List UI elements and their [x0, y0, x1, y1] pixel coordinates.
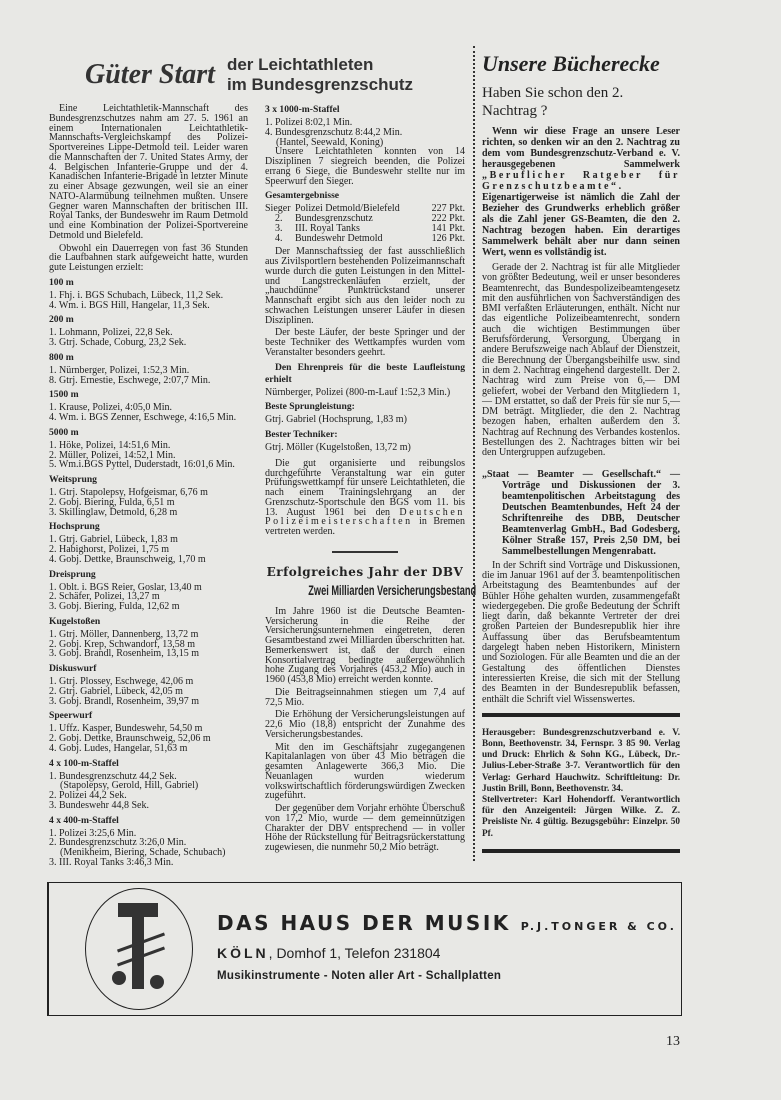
- event-heading: Diskuswurf: [49, 663, 97, 674]
- event-heading: 5000 m: [49, 426, 79, 438]
- bookcorner-subtitle: Haben Sie schon den 2. Nachtrag ?: [482, 85, 624, 119]
- result-line: 4. Wm. i. BGS Hill, Hangelar, 11,3 Sek.: [49, 299, 210, 311]
- ad-street: , Domhof 1, Telefon 231804: [268, 944, 441, 961]
- ad-city: KÖLN: [217, 944, 269, 961]
- result-line: 4. Gobj. Dettke, Braunschweig, 1,70 m: [49, 553, 206, 565]
- music-note-logo-icon: [85, 888, 193, 1010]
- lead-text: Wenn wir diese Frage an unsere Leser richten, so denken wir an den 2. Nachtrag zu dem vom Bundesgrenzschutz-Verband e. V. herausgegebenen Sammelwerk: [482, 126, 680, 170]
- result-line: 2. Gobj. Krep, Schwandorf, 13,58 m: [49, 638, 196, 650]
- result-line: 1. Nürnberger, Polizei, 1:52,3 Min.: [49, 364, 190, 376]
- honor-heading: Beste Sprungleistung:: [265, 401, 355, 413]
- points: 141 Pkt.: [431, 222, 465, 234]
- result-block: [49, 314, 248, 348]
- result-block: [49, 710, 248, 753]
- imprint-deputy: Stellvertreter: Karl Hohendorff. Verantwortlich für den Anzeigenteil: Jürgen Wilke. Z. Z. Preisliste Nr. 4 gültig. Bezugsgebühr: Einzelpr. 50 Pf.: [482, 794, 680, 838]
- ad-products: Musikinstrumente - Noten aller Art - Schallplatten: [217, 969, 502, 982]
- divider-bar: [482, 713, 680, 717]
- result-line: 3. Gobj. Brandl, Rosenheim, 13,15 m: [49, 648, 199, 660]
- dbv-paragraph: Mit den im Geschäftsjahr zugegangenen Kapitalanlagen von über 43 Mio betragen die gesamten Anlagewerte 366,3 Mio. Die Neuanlagen wurden wiederum volkswirtschaftlich förderungswürdigen Zwecken zugeführt.: [265, 741, 465, 802]
- team: Bundeswehr Detmold: [295, 232, 383, 244]
- article-title: [227, 55, 413, 95]
- main-content: [49, 46, 680, 868]
- article-columns: [49, 103, 477, 868]
- page-number: 13: [666, 1033, 680, 1049]
- dbv-paragraph: Die Erhöhung der Versicherungsleistungen auf 22,6 Mio (18,8) entspricht der Zunahme des Versicherungsbestandes.: [265, 709, 465, 740]
- result-line: 3. Gobj. Brandl, Rosenheim, 39,97 m: [49, 695, 199, 707]
- totals-table: [265, 204, 465, 243]
- team: Bundesgrenzschutz: [295, 213, 373, 224]
- result-block: [49, 616, 248, 659]
- ad-company: P.J.TONGER & CO.: [520, 919, 677, 933]
- result-block: [49, 277, 248, 311]
- totals-heading: Gesamtergebnisse: [265, 190, 340, 202]
- result-line: 1. Gtrj. Stapolepsy, Hofgeismar, 6,76 m: [49, 487, 208, 498]
- closing-paragraph: [265, 459, 465, 537]
- result-line: 2. Bundesgrenzschutz 3:26,0 Min.: [49, 837, 187, 849]
- points: 222 Pkt.: [431, 213, 465, 224]
- imprint-publisher: Herausgeber: Bundesgrenzschutzverband e. V. Bonn, Beethovenstr. 34, Fernspr. 3 85 90. Verlag und Druck: Ehrlich & Sohn KG., Lübeck, Dr.-Julius-Leber-Straße 3-7. Verantwortlich für den Verlag: Gerhard Hauchwitz. Schriftleitung: Dr. Justin Brill, Bonn, Beethovenstr. 34.: [482, 726, 680, 793]
- article-separator: [332, 551, 398, 553]
- result-line: 2. Gobj. Biering, Fulda, 6,51 m: [49, 496, 175, 508]
- result-line: 1. Polizei 8:02,1 Min.: [265, 117, 353, 128]
- review-paragraph: In der Schrift sind Vorträge und Diskussionen, die im Januar 1961 auf der 3. beamtenpolitischen Arbeitstagung des Beamtenbundes auf der Bühler Höhe gehalten wurden, zusammengefaßt wiedergegeben. Die große Bedeutung der Schrift liegt darin, daß bekannte Vertreter der drei großen Parteien der Bundesrepublik hier ihre Auffassung über das Berufsbeamtentum dargelegt haben neben Historikern, Ministern und Soziologen. Für alle Beamten und die an der Gestaltung des öffentlichen Dienstes interessierten Kreise, die sich mit der Stellung des Beamten in der Bundesrepublik befassen, enthält die Schrift viel Wissenswertes.: [482, 559, 680, 705]
- honor-heading: Den Ehrenpreis für die beste Laufleistung erhielt: [265, 361, 465, 385]
- article-header: [49, 46, 465, 104]
- result-line: 1. Gtrj. Plossey, Eschwege, 42,06 m: [49, 676, 194, 687]
- dbv-paragraph: Im Jahre 1960 ist die Deutsche Beamten-Versicherung in die Reihe der Versicherungsunternehmen eingetreten, deren Gesamtbestand zwei Milliarden überschritten hat. Bemerkenswert ist, daß der durch einen Konsortialvertrag bedingte außergewöhnlich hohe Zugang des Vorjahres (453,2 Mio) auch in 1960 (453,8 Mio) erreicht werden konnte.: [265, 605, 465, 685]
- event-heading: Kugelstoßen: [49, 615, 101, 627]
- result-block: [49, 427, 248, 470]
- winner-label: Sieger: [265, 203, 291, 215]
- honor-recipient: Nürnberger, Polizei (800-m-Lauf 1:52,3 Min.): [265, 386, 451, 398]
- result-line: 1. Gtrj. Gabriel, Lübeck, 1,83 m: [49, 534, 178, 546]
- result-line: 1. Krause, Polizei, 4:05,0 Min.: [49, 402, 173, 414]
- middle-column: [265, 104, 477, 856]
- result-block: [49, 352, 248, 386]
- ad-name-text: DAS HAUS DER MUSIK: [217, 910, 511, 935]
- closing-text-end: in Bremen vertreten werden.: [265, 516, 465, 537]
- team: Polizei Detmold/Bielefeld: [295, 203, 400, 215]
- result-line: (Menikheim, Biering, Schade, Schubach): [60, 847, 226, 858]
- event-heading: 800 m: [49, 351, 74, 363]
- summary-paragraph: Unsere Leichtathleten konnten von 14 Disziplinen 7 siegreich beenden, die Polizei errang 6 Siege, die Bundeswehr stellte nur im Speerwurf den Sieger.: [265, 146, 465, 187]
- event-heading: 200 m: [49, 314, 74, 326]
- result-line: 3. Gobj. Biering, Fulda, 12,62 m: [49, 601, 180, 612]
- dbv-article: [265, 564, 477, 853]
- result-line: (Hantel, Seewald, Koning): [276, 136, 384, 148]
- result-line: 4. Bundesgrenzschutz 8:44,2 Min.: [265, 126, 403, 138]
- title-line-2: im Bundesgrenzschutz: [226, 75, 414, 94]
- result-line: 1. Uffz. Kasper, Bundeswehr, 54,50 m: [49, 723, 203, 735]
- event-heading: 4 x 400-m-Staffel: [49, 814, 119, 826]
- result-line: 2. Schäfer, Polizei, 13,27 m: [49, 591, 160, 603]
- article-title-script: Güter Start: [85, 59, 215, 90]
- bookcorner-title: Unsere Bücherecke: [482, 51, 660, 76]
- result-line: 3. Skillinglaw, Detmold, 6,28 m: [49, 506, 178, 518]
- result-line: 2. Polizei 44,2 Sek.: [49, 790, 127, 801]
- result-line: 1. Oblt. i. BGS Reier, Goslar, 13,40 m: [49, 581, 202, 593]
- result-line: 8. Gtrj. Ernestie, Eschwege, 2:07,7 Min.: [49, 374, 211, 386]
- lead-paragraph: [482, 126, 680, 258]
- result-line: 4. Wm. i. BGS Zenner, Eschwege, 4:16,5 Min.: [49, 412, 237, 423]
- result-line: 2. Gtrj. Gabriel, Lübeck, 42,05 m: [49, 685, 183, 697]
- honor-recipient: Gtrj. Möller (Kugelstoßen, 13,72 m): [265, 442, 411, 453]
- closing-spaced-text: Deutschen Polizeimeisterschaften: [265, 506, 465, 528]
- result-line: 1. Bundesgrenzschutz 44,2 Sek.: [49, 770, 177, 782]
- result-line: 3. III. Royal Tanks 3:46,3 Min.: [49, 856, 174, 868]
- points: 126 Pkt.: [431, 232, 465, 244]
- result-line: 1. Polizei 3:25,6 Min.: [49, 827, 137, 839]
- dbv-paragraph: Der gegenüber dem Vorjahr erhöhte Überschuß von 17,2 Mio, wurde — dem gemeinnützigen Charakter der DBV entsprechend — in voller Höhe der Rückstellung für Beitragsrückerstattung zugewiesen, die nunmehr 50,2 Mio beträgt.: [265, 803, 465, 853]
- relay-heading: 3 x 1000-m-Staffel: [265, 104, 340, 115]
- book-citation: „Staat — Beamter — Gesellschaft.“ — Vorträge und Diskussionen der 3. beamtenpolitischen Arbeitstagung des Deutschen Beamtenbundes, Heft 24 der Schriftenreihe des DBB, Deutscher Beamtenverlag GmbH., Bad Godesberg, Kölner Straße 157, Preis 2,50 DM, bei Sammelbestellungen Mengenrabatt.: [482, 468, 680, 557]
- dbv-title: Zwei Milliarden Versicherungsbestand: [308, 581, 477, 598]
- result-line: 1. Höke, Polizei, 14:51,6 Min.: [49, 439, 171, 451]
- result-line: 1. Fhj. i. BGS Schubach, Lübeck, 11,2 Sek.: [49, 289, 224, 301]
- result-line: 2. Gobj. Dettke, Braunschweig, 52,06 m: [49, 733, 211, 744]
- lead-text-end: Eigenartigerweise ist nämlich die Zahl der Bezieher des Grundwerks erheblich größer als die Zahl jener GS-Beamten, die den 2. Nachtrag bezogen haben. Ein derartiges Sammelwerk behält aber nur dann seinen Wert, wenn es vollständig ist.: [482, 192, 680, 258]
- event-heading: Weitsprung: [49, 474, 97, 485]
- page: [49, 46, 680, 1050]
- intro-paragraph: Obwohl ein Dauerregen von fast 36 Stunden die Laufbahnen stark aufgeweicht hatte, wurden gute Leistungen erzielt:: [49, 242, 248, 273]
- result-block: [49, 569, 248, 612]
- event-heading: 4 x 100-m-Staffel: [49, 757, 119, 769]
- result-block: [49, 521, 248, 564]
- result-line: 2. Müller, Polizei, 14:52,1 Min.: [49, 449, 176, 461]
- team-paragraph: Der Mannschaftssieg der fast ausschließlich aus Zivilsportlern bestehenden Polizeimannschaft wurde durch die guten Leistungen in den Mittel- und Langstreckenläufen erzielt, der „hauchdünne" Punktrückstand unserer Mannschaft ergibt sich aus den leider noch zu schwachen Leistungen unserer Läufer in diesen Disziplinen.: [265, 246, 465, 326]
- result-line: 1. Lohmann, Polizei, 22,8 Sek.: [49, 327, 173, 339]
- right-column: [482, 52, 680, 853]
- column-divider: [473, 46, 680, 861]
- totals-row: [265, 234, 465, 244]
- result-block: [49, 389, 248, 423]
- advertisement: [47, 882, 682, 1016]
- left-column: [49, 104, 248, 868]
- rank: 2.: [275, 213, 283, 224]
- honors-paragraph: Der beste Läufer, der beste Springer und der beste Techniker des Wettkampfes wurden vom Veranstalter besonders geehrt.: [265, 327, 465, 358]
- event-heading: Hochsprung: [49, 521, 100, 533]
- result-line: (Stapolepsy, Gerold, Hill, Gabriel): [60, 780, 199, 792]
- title-line-1: der Leichtathleten: [226, 55, 374, 74]
- honor-heading: Bester Techniker:: [265, 429, 338, 440]
- result-block: [49, 758, 248, 811]
- dbv-kicker: Erfolgreiches Jahr der DBV: [266, 564, 464, 579]
- honor-recipient: Gtrj. Gabriel (Hochsprung, 1,83 m): [265, 414, 407, 426]
- rank: 3.: [275, 222, 283, 234]
- result-line: 5. Wm.i.BGS Pyttel, Duderstadt, 16:01,6 Min.: [49, 459, 235, 471]
- team: III. Royal Tanks: [295, 222, 360, 234]
- result-block: [49, 663, 248, 706]
- event-heading: 100 m: [49, 276, 74, 288]
- result-block: [49, 815, 248, 868]
- result-line: 3. Bundeswehr 44,8 Sek.: [49, 799, 149, 811]
- dbv-paragraph: Die Beitragseinnahmen stiegen um 7,4 auf 72,5 Mio.: [265, 686, 465, 708]
- result-line: 4. Gobj. Ludes, Hangelar, 51,63 m: [49, 742, 188, 754]
- event-heading: Speerwurf: [49, 710, 93, 722]
- rank: 4.: [275, 232, 283, 244]
- result-line: 3. Gtrj. Schade, Coburg, 23,2 Sek.: [49, 337, 187, 348]
- closing-text: Die gut organisierte und reibungslos durchgeführte Veranstaltung war ein guter Prüfungswettkampf für unsere Leichtathleten, die nach einem Trainingslehrgang an der Grenzschutz-Sportschule den BGS vom 11. bis 13. August 1961 bei den: [265, 457, 465, 518]
- intro-paragraph: Eine Leichtathletik-Mannschaft des Bundesgrenzschutzes nahm am 27. 5. 1961 an einem Internationalen Leichtathletik-Mannschafts-Vergleichskampf des Polizei-Sportvereines Lippe-Detmold teil. Leider waren die Mannschaften der 7. United States Army, der 4. Belgischen Infanterie-Gruppe und der 4. Kanadischen Infanterie-Brigade in letzter Minute zu einer Absage gezwungen, weil sie an einer NATO-Alarmübung teilnehmen mußten. Unsere Gegner waren Mannschaften der britischen III. Royal Tanks, der Bundeswehr im Raum Detmold und eine Kombination der Polizei-Sportvereine Detmold und Bielefeld.: [49, 103, 248, 241]
- event-heading: Dreisprung: [49, 568, 96, 580]
- points: 227 Pkt.: [431, 203, 465, 215]
- event-heading: 1500 m: [49, 389, 79, 401]
- divider-bar: [482, 849, 680, 853]
- result-line: 1. Gtrj. Möller, Dannenberg, 13,72 m: [49, 628, 199, 640]
- dbv-title-wrap: [265, 581, 477, 599]
- imprint: [482, 727, 680, 839]
- result-block: [49, 474, 248, 517]
- book-title-spaced: „Beruflicher Ratgeber für Grenzschutzbeamte“.: [482, 170, 680, 192]
- result-line: 2. Habighorst, Polizei, 1,75 m: [49, 544, 169, 555]
- ad-company-name: [217, 911, 677, 935]
- ad-address: [217, 945, 440, 961]
- athletics-article: [49, 46, 477, 868]
- nachtrag-paragraph: Gerade der 2. Nachtrag ist für alle Mitglieder von größter Bedeutung, weil er unser besonderes Beamtenrecht, das Bundespolizeibeamtengesetz mit den ausführlichen von Sachverständigen des BMI verfaßten Erläuterungen, enthält. Nicht nur das eigentliche Polizeibeamtenrecht, sondern auch die wichtigen Bestimmungen über Berufsförderung, Versorgung, Übergang in andere Berufszweige nach Ablauf der Dienstzeit, die Berechnung der Übergangsbeihilfe usw. sind in dem 2. Nachtrag eingehend dargestellt. Der 2. Nachtrag wird zum Preise von 6,— DM geliefert, wobei der Verband den Mitgliedern 1,— DM erstattet, so daß der Preis für sie nur 5,— DM beträgt. Mitglieder, die den 2. Nachtrag bezogen haben, erhalten außerdem den 3. Nachtrag auf Rechnung des Verbandes kostenlos. Bestellungen des 2. Nachtrages bitten wir bei den Untergruppen aufzugeben.: [482, 262, 680, 459]
